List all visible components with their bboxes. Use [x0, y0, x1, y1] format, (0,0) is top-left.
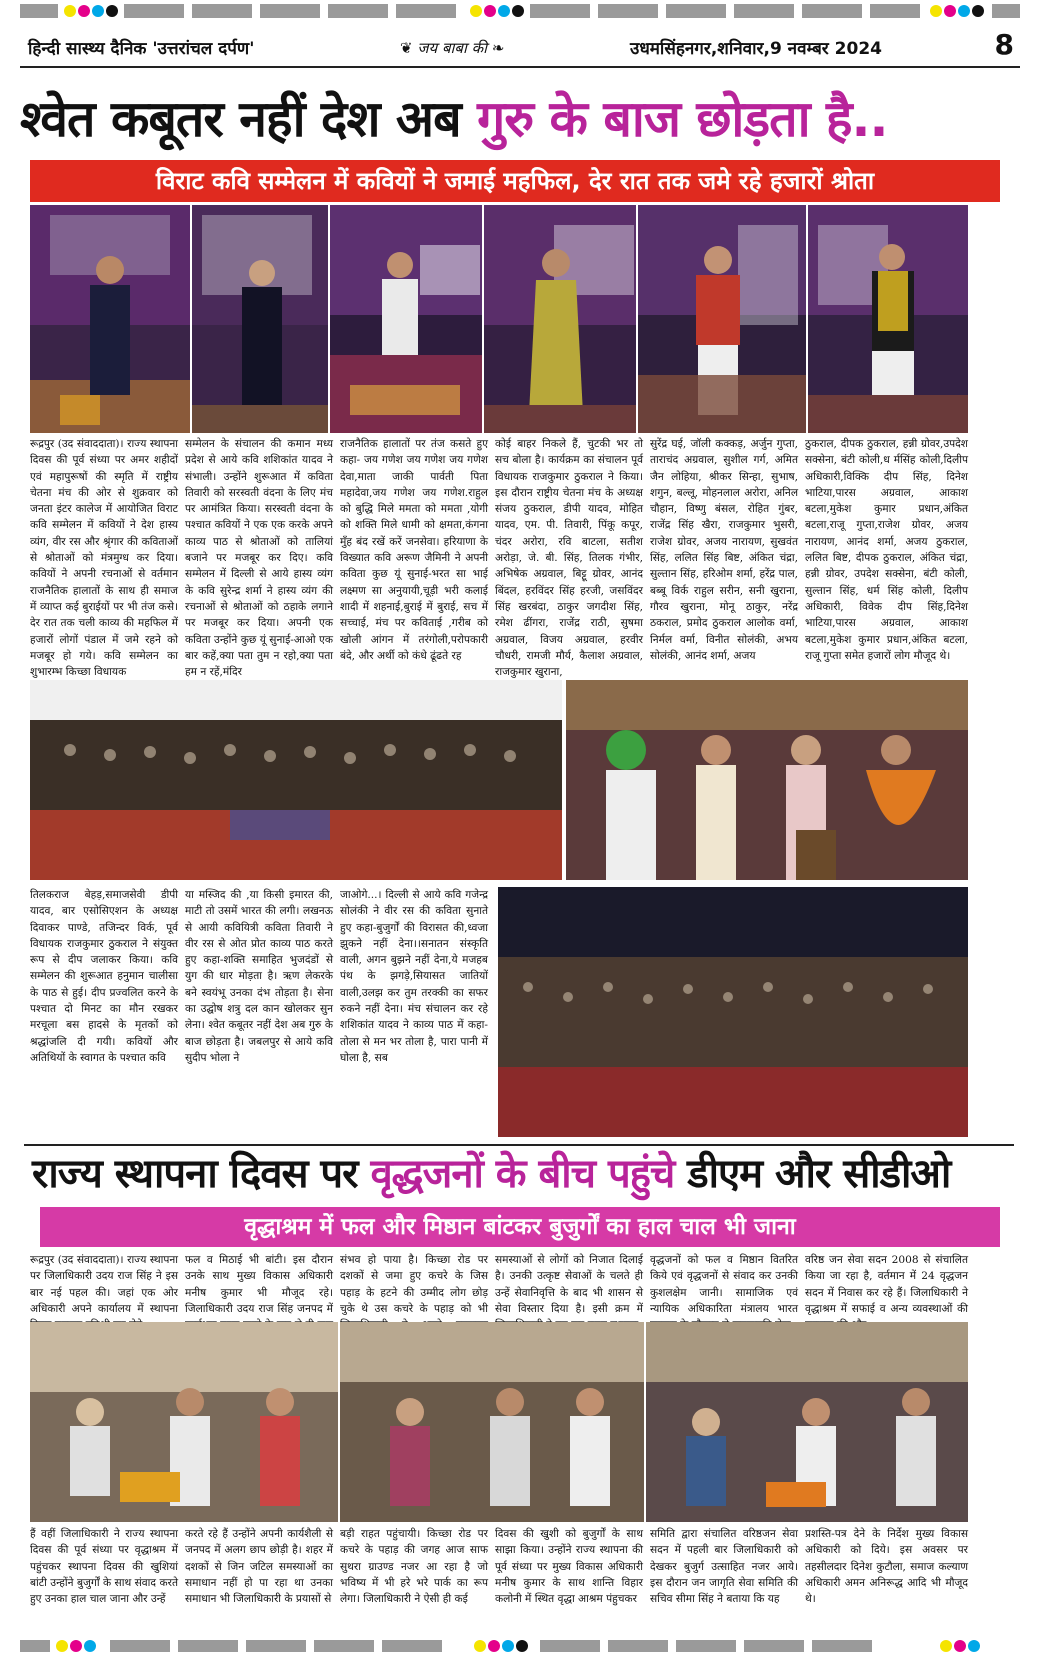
- newspaper-name: हिन्दी सास्थ्य दैनिक 'उत्तरांचल दर्पण': [28, 39, 255, 59]
- photo-old-age-home-1: [30, 1322, 338, 1522]
- grey-strip: [598, 4, 658, 18]
- grey-strip: [992, 4, 1020, 18]
- swirl-icon: ❦: [400, 39, 413, 57]
- swirl-icon: ❧: [491, 39, 505, 57]
- story2-col-5: वृद्धजनों को फल व मिष्ठान वितरित किये एवं वृद्धजनों से संवाद कर उनकी कुशलक्षेम जानी। सामाजिक एवं न्यायिक अधिकारिता मंत्रालय भारत: [650, 1254, 798, 1315]
- headline2-pink-part: वृद्धजनों के बीच पहुंचे: [370, 1151, 675, 1197]
- grey-strip: [802, 4, 862, 18]
- photo-audience: [30, 680, 562, 880]
- story1-mid-col-3: जाओगे...। दिल्ली से आये कवि गजेन्द्र सोलंकी ने वीर रस की कविता सुनाते हुए कहा-बुजुर्गों की विरासत की,ध्वजा झुकने नहीं देना।।सनातन संस्कृति वाली, अगन बुझने नहीं देना,ये मजहब पंथ के झगड़े,सियासत जातियों वाली,उलझ कर तुम तरक्की का सफर रुकने नहीं देना। मंच संचालन कर रहे शशिकांत यादव ने काव्य पाठ में कहा-तोला से मन भर तोला है, पारा पानी में घोला है, सब: [340, 889, 488, 1064]
- black-dot: [512, 5, 524, 17]
- story1-col-3: राजनैतिक हालातों पर तंज कसते हुए कहा- जय गणेश जय गणेश जय गणेश देवा,माता जाकी पार्वती पिता महादेवा,जय गणेश जय गणेश.राहुल को बुद्धि मिले ममता को ममता ,योगी को शक्ति मिले धामी को क्षमता,कंगना मुँह बंद रखें करें जनसेवा। हरियाणा के विख्यात कवि अरूण जैमिनी ने अपनी कविता कुछ यूं सुनाई-भरत सा भाई लक्ष्मण सा अनुयायी,चूड़ी भरी कलाई शादी में शहनाई,बुराई में बुराई, सच में सच्चाई, मंच पर कविताई ,गरीब को खोली आंगन में तरंगोली,परोपकारी बंदे, और अर्थी को कंधे ढूंढते रह: [340, 438, 488, 662]
- grey-strip: [328, 4, 388, 18]
- photo-lamp-lighting: [566, 680, 968, 880]
- story2-col-6: वरिष्ठ जन सेवा सदन 2008 से संचालित किया जा रहा है, वर्तमान में 24 वृद्धजन सदन में निवास कर रहे हैं। जिलाधिकारी ने वृद्धाश्रम में सफाई व अन्य व्यवस्थाओं की: [805, 1254, 968, 1315]
- yellow-dot: [474, 1640, 486, 1652]
- top-registration-bar: [0, 0, 1039, 22]
- story1-col-1: रूद्रपुर (उद संवाददाता)। राज्य स्थापना दिवस की पूर्व संध्या पर अमर शहीदों एवं महापुरूषों की स्मृति में राष्ट्रीय चेतना मंच की ओर से शुक्रवार को जनता इंटर कालेज में आयोजित विराट कवि सम्मेलन में कवियों ने देश हास्य व्यंग, वीर रस और श्रृंगार की कविताओं से श्रोताओं को मंत्रमुग्ध कर दिया। कवियों ने अपनी रचनाओं से वर्तमान राजनैतिक हालातों के साथ ही समाज में व्याप्त कई बुराईयों पर भी तंज कसे। देर रात तक चली काव्य की महफिल में हजारों लोगों पंडाल में जमे रहने को मजबूर हो गये। कवि सम्मेलन का शुभारम्भ किच्छा विधायक: [30, 438, 178, 679]
- story2-bottom-col-2: करते रहे हैं उन्होंने अपनी कार्यशैली से जनपद में अलग छाप छोड़ी है। शहर में दशकों से जिन जटिल समस्याओं का समाधान नहीं हो पा रहा था उनका समाधान भी जिलाधिकारी के प्रयासों से: [185, 1528, 333, 1606]
- black-dot: [516, 1640, 528, 1652]
- story1-col-2: सम्मेलन के संचालन की कमान मध्य प्रदेश से आये कवि शशिकांत यादव ने संभाली। उन्होंने शुरूआत में कविता तिवारी को सरस्वती वंदना के लिए मंच पर आमंत्रित किया। सरस्वती वंदना के पश्चात कवियों ने एक एक करके अपने काव्य पाठ से श्रोताओं को तालियां बजाने पर मजबूर कर दिए। कवि सम्मेलन में दिल्ली से आये हास्य व्यंग के कवि सुरेन्द्र शर्मा ने हास्य व्यंग की रचनाओं से श्रोताओं को ठहाके लगाने पर मजबूर कर दिया। अपनी एक कविता उन्होंने कुछ यूं सुनाई-आओ एक बार कहें,क्या पता तुम न रहो,क्या पता हम न रहें,मंदिर: [185, 438, 333, 679]
- story2-subhead: वृद्धाश्रम में फल और मिष्ठान बांटकर बुजुर्गों का हाल चाल भी जाना: [40, 1207, 1000, 1247]
- cyan-dot: [84, 1640, 96, 1652]
- grey-strip: [870, 4, 920, 18]
- story2-bottom-col-5: समिति द्वारा संचालित वरिष्ठजन सेवा सदन में पहली बार जिलाधिकारी को देखकर बुजुर्ग उत्साहित नजर आये। इस दौरान जन जागृति सेवा समिति की सचिव सीमा सिंह ने बताया कि यह: [650, 1528, 798, 1606]
- grey-strip: [260, 4, 320, 18]
- magenta-dot: [954, 1640, 966, 1652]
- black-dot: [106, 5, 118, 17]
- grey-strip: [314, 1640, 374, 1652]
- grey-strip: [110, 1640, 170, 1652]
- magenta-dot: [484, 5, 496, 17]
- story2-bottom-col-6: प्रशस्ति-पत्र देने के निर्देश मुख्य विकास अधिकारी को दिये। इस अवसर पर तहसीलदार दिनेश कुटौला, समाज कल्याण अधिकारी अमन अनिरूद्ध आदि भी मौजूद थे।: [805, 1528, 968, 1606]
- magenta-dot: [488, 1640, 500, 1652]
- story2-bottom-col-1: हैं वहीं जिलाधिकारी ने राज्य स्थापना दिवस की पूर्व संध्या पर वृद्धाश्रम में पहुंचकर स्थापना दिवस की खुशियां बांटी उन्होंने बुजुर्गों के साथ संवाद करते हुए उनका हाल चाल जाना और उन्हें: [30, 1528, 178, 1606]
- magenta-dot: [70, 1640, 82, 1652]
- grey-strip: [20, 1640, 50, 1652]
- headline2-black-part-2: डीएम और सीडीओ: [687, 1151, 951, 1197]
- story1-col-5: सुरेंद्र घई, जॉली कक्कड़, अर्जुन गुप्ता, ताराचंद अग्रवाल, सुशील गर्ग, अमित जैन लोहिया, श्रीकर सिन्हा, सुभाष, शगुन, बल्लू, मोहनलाल अरोरा, अनिल चौहान, विष्णु बंसल, रोहित गुंबर, राजेंद्र सिंह खैरा, राजकुमार भुसरी, राजेश ग्रोवर, अजय नारायण, सुखवंत सिंह, ललित सिंह बिष्ट, अंकित चंद्रा, सुल्तान सिंह, हरिओम शर्मा, हरेंद्र पाल, बब्बू विर्क राहुल सरीन, सनी खुराना, गौरव खुराना, मोनू ठाकुर, नरेंद्र ठकराल, प्रमोद ठुकराल आलोक वर्मा, निर्मल वर्मा, विनीत सोलंकी, अभय सोलंकी, आनंद शर्मा, अजय: [650, 438, 798, 662]
- grey-strip: [178, 1640, 238, 1652]
- magenta-dot: [944, 5, 956, 17]
- grey-strip: [812, 1640, 872, 1652]
- cyan-dot: [498, 5, 510, 17]
- grey-strip: [192, 4, 252, 18]
- grey-strip: [744, 1640, 804, 1652]
- photo-poet-1: [30, 205, 190, 433]
- grey-strip: [530, 4, 590, 18]
- masthead: [20, 26, 1020, 68]
- cyan-dot: [958, 5, 970, 17]
- yellow-dot: [64, 5, 76, 17]
- story2-col-1: रूद्रपुर (उद संवाददाता)। राज्य स्थापना पर जिलाधिकारी उदय राज सिंह ने इस बार नई पहल की। जहां एक ओर अधिकारी अपने कार्यालय में स्थापना: [30, 1254, 178, 1315]
- masthead-motto: [400, 38, 504, 58]
- yellow-dot: [56, 1640, 68, 1652]
- yellow-dot: [470, 5, 482, 17]
- grey-strip: [734, 4, 794, 18]
- grey-strip: [396, 4, 456, 18]
- story1-headline: [20, 84, 1020, 154]
- grey-strip: [540, 1640, 600, 1652]
- story1-subhead: विराट कवि सम्मेलन में कवियों ने जमाई महफिल, देर रात तक जमे रहे हजारों श्रोता: [30, 160, 1000, 202]
- photo-poet-5: [638, 205, 806, 433]
- headline-black-part: श्वेत कबूतर नहीं देश अब: [20, 90, 461, 148]
- story1-col-4: कोई बाहर निकले हैं, चुटकी भर तो सच बोला है। कार्यक्रम का संचालन पूर्व विधायक राजकुमार ठुकराल ने किया। इस दौरान राष्ट्रीय चेतना मंच के अध्यक्ष संजय ठुकराल, डीपी यादव, मोहित यादव, एम. पी. तिवारी, पिंकू कपूर, चंदर अरोरा, रवि बाटला, सतीश अरोड़ा, जे. बी. सिंह, तिलक गंभीर, अभिषेक अग्रवाल, बिट्टू ग्रोवर, आनंद बिंदल, हरविंदर सिंह हरजी, जसविंदर सिंह खरबंदा, ठाकुर जगदीश सिंह, रमेश ढींगरा, राजेंद्र राठी, सुषमा अग्रवाल, विजय अग्रवाल, हरवीर चौधरी, रामजी मौर्य, कैलाश अग्रवाल, राजकुमार खुराना,: [495, 438, 643, 679]
- grey-strip: [608, 1640, 668, 1652]
- bottom-registration-bar: [0, 1636, 1039, 1654]
- story2-col-4: समस्याओं से लोगों को निजात दिलाई है। उनकी उत्कृष्ट सेवाओं के चलते ही उन्हें सेवानिवृत्ति के बाद भी शासन से सेवा विस्तार दिया है। इसी क्रम में: [495, 1254, 643, 1315]
- photo-poet-3: [330, 205, 482, 433]
- cyan-dot: [968, 1640, 980, 1652]
- photo-poet-6: [808, 205, 968, 433]
- story1-mid-col-1: तिलकराज बेहड़,समाजसेवी डीपी यादव, बार एसोसिएशन के अध्यक्ष दिवाकर पाण्डे, तजिन्दर विर्क, पूर्व विधायक राजकुमार ठुकराल ने संयुक्त रूप से दीप जलाकर किया। कवि सम्मेलन की शुरूआत हनुमान चालीसा के पाठ से हुई। दीप प्रज्वलित करने के पश्चात दो मिनट का मौन रखकर मरचूला बस हादसे के मृतकों को श्रद्धांजलि दी गयी। कवियों और अतिथियों के स्वागत के पश्चात कवि: [30, 889, 178, 1064]
- headline2-black-part: राज्य स्थापना दिवस पर: [32, 1151, 358, 1197]
- story1-col-6: ठुकराल, दीपक ठुकराल, हन्नी ग्रोवर,उपदेश सक्सेना, बंटी कोली,ध र्मसिंह कोली,दिलीप अधिकारी,विक्कि दीप सिंह, दिनेश भाटिया,पारस अग्रवाल, आकाश बटला,मुकेश कुमार प्रधान,अंकित बटला,राजू गुप्ता,राजेश ग्रोवर, अजय नारायण, आनंद शर्मा, अजय ठुकराल, ललित बिष्ट, दीपक ठुकराल, अंकित चंद्रा, हन्नी ग्रोवर, उपदेश सक्सेना, बंटी कोली, सुल्तान सिंह, धर्म सिंह कोली, दिलीप अधिकारी, विवेक दीप सिंह,दिनेश भाटिया,पारस अग्रवाल, आकाश बटला,मुकेश कुमार प्रधान,अंकित बटला, राजू गुप्ता समेत हजारों लोग मौजूद थे।: [805, 438, 968, 662]
- photo-old-age-home-2: [340, 1322, 644, 1522]
- grey-strip: [246, 1640, 306, 1652]
- photo-poet-4: [484, 205, 636, 433]
- story2-bottom-col-4: दिवस की खुशी को बुजुर्गों के साथ साझा किया। उन्होंने राज्य स्थापना की पूर्व संध्या पर मुख्य विकास अधिकारी मनीष कुमार के साथ शान्ति विहार कलोनी में स्थित वृद्धा आश्रम पंहुचकर: [495, 1528, 643, 1606]
- photo-poet-2: [192, 205, 328, 433]
- story2-headline: [24, 1144, 1014, 1200]
- yellow-dot: [940, 1640, 952, 1652]
- cyan-dot: [92, 5, 104, 17]
- story2-col-2: फल व मिठाई भी बांटी। इस दौरान उनके साथ मुख्य विकास अधिकारी मनीष कुमार भी मौजूद रहे। जिलाधिकारी उदय राज सिंह जनपद में: [185, 1254, 333, 1315]
- page-number: 8: [994, 28, 1014, 61]
- grey-strip: [666, 4, 726, 18]
- story2-bottom-col-3: बड़ी राहत पहुंचायी। किच्छा रोड पर कचरे के पहाड़ की जगह आज साफ सुथरा ग्राउण्ड नजर आ रहा है जो भविष्य में भी हरे भरे पार्क का रूप लेगा। जिलाधिकारी ने ऐसी ही कई: [340, 1528, 488, 1606]
- black-dot: [972, 5, 984, 17]
- photo-crowd: [498, 887, 968, 1137]
- dateline: उधमसिंहनगर,शनिवार,9 नवम्बर 2024: [630, 39, 882, 59]
- story1-mid-col-2: या मस्जिद की ,या किसी इमारत की, माटी तो उसमें भारत की लगी। लखनऊ से आयी कवियित्री कविता तिवारी ने वीर रस से ओत प्रोत काव्य पाठ करते हुए कहा-शक्ति समाहित भुजदंडों से युग की धार मोड़ता है। ऋण लेकरके बने स्वयंभू उनका दंभ तोड़ता है। सेना का उद्घोष शत्रु दल कान खोलकर सुन लेना। श्वेत कबूतर नहीं देश अब गुरु के बाज छोड़ता है। जबलपुर से आये कवि सुदीप भोला ने: [185, 889, 333, 1064]
- grey-strip: [382, 1640, 442, 1652]
- story2-col-3: संभव हो पाया है। किच्छा रोड पर दशकों से जमा हुए कचरे के जिस पहाड़ के हटने की उम्मीद लोग छोड़ चुके थे उस कचरे के पहाड़ को भी: [340, 1254, 488, 1315]
- grey-strip: [676, 1640, 736, 1652]
- grey-strip: [124, 4, 184, 18]
- yellow-dot: [930, 5, 942, 17]
- headline-pink-part: गुरु के बाज छोड़ता है..: [477, 90, 888, 148]
- motto-text: जय बाबा की: [417, 39, 488, 57]
- photo-old-age-home-3: [646, 1322, 968, 1522]
- magenta-dot: [78, 5, 90, 17]
- cyan-dot: [502, 1640, 514, 1652]
- grey-strip: [20, 4, 58, 18]
